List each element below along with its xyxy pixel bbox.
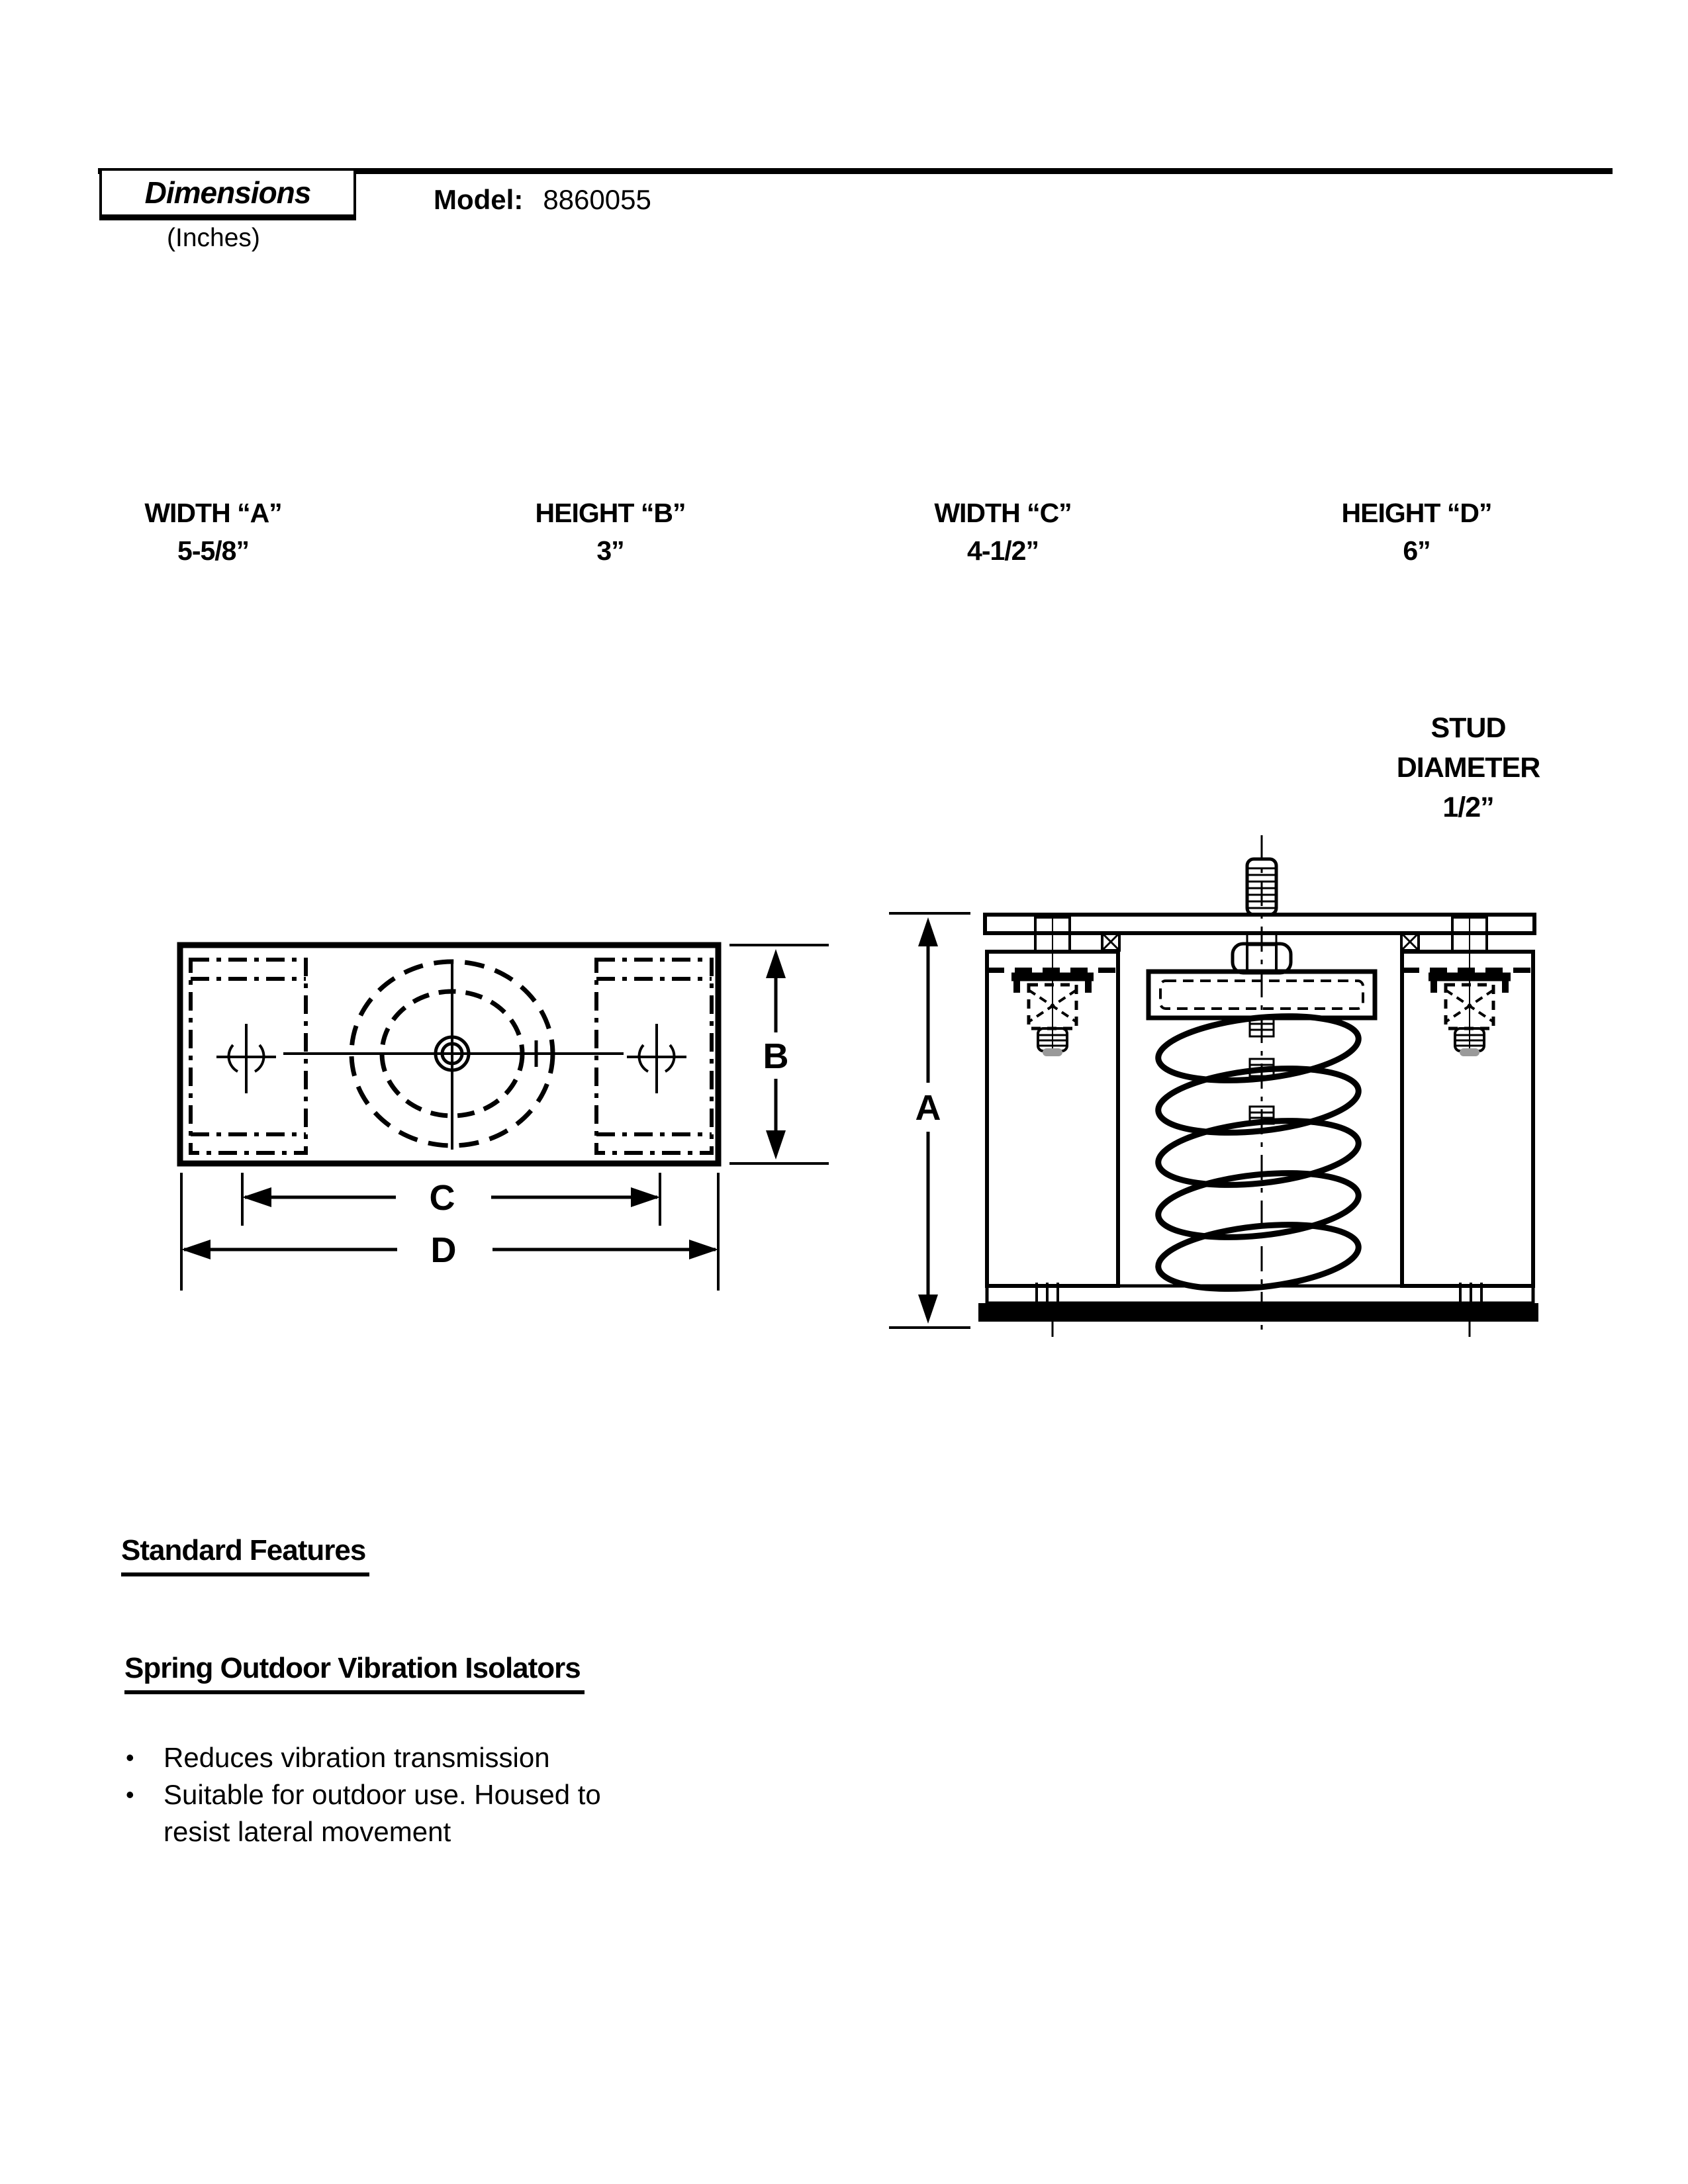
feature-item-2-text-line2: resist lateral movement [164,1816,451,1847]
spec-width-a-value: 5-5/8” [177,535,249,566]
stud-note-line3: 1/2” [1442,792,1494,823]
standard-features-heading: Standard Features [121,1534,369,1576]
dimension-c [242,1173,660,1226]
spec-height-b-value: 3” [596,535,624,566]
stud-note-line1: STUD [1430,712,1506,744]
dim-label-a: A [915,1088,941,1128]
stud-note-line2: DIAMETER [1396,752,1540,784]
features-list [126,1739,601,1850]
dim-label-c: C [429,1178,455,1218]
dim-label-d: D [430,1230,457,1270]
base-pad [978,1303,1538,1322]
left-bolt-target [216,1024,276,1093]
right-bolt-target [627,1024,686,1093]
dimension-a [889,913,970,1328]
spec-height-b-name: HEIGHT “B” [535,498,686,528]
top-view-drawing [180,945,829,1291]
subheading-wrap [124,1652,585,1694]
dimension-b [729,945,829,1163]
model-label: Model: [434,184,524,215]
bullet-icon: • [126,1781,134,1808]
bullet-icon: • [126,1744,134,1771]
spring-circle-hidden [283,961,624,1150]
spring-isolators-subheading: Spring Outdoor Vibration Isolators [124,1652,585,1694]
dim-label-b: B [763,1036,789,1076]
right-lag-bolt [1429,917,1511,1056]
model-value: 8860055 [543,184,651,215]
spec-width-c-name: WIDTH “C” [934,498,1072,528]
spec-height-d-value: 6” [1403,535,1430,566]
units-label: (Inches) [167,224,260,252]
feature-item-2 [126,1776,601,1813]
spec-width-c-value: 4-1/2” [967,535,1039,566]
spec-height-d-name: HEIGHT “D” [1341,498,1492,528]
dimensions-title: Dimensions [144,175,311,210]
standard-features-heading-wrap [121,1534,369,1576]
left-weld-symbol [1102,933,1119,950]
feature-item-1 [126,1739,601,1776]
spec-width-a-name: WIDTH “A” [144,498,282,528]
feature-item-1-text: Reduces vibration transmission [164,1742,550,1773]
side-view-drawing [889,835,1538,1337]
left-lag-bolt [1011,917,1094,1056]
spring-coils [1155,1007,1362,1297]
right-housing-wall [1402,952,1533,1286]
right-weld-symbol [1401,933,1419,950]
base-plate [978,1283,1538,1337]
feature-item-2-text-line1: Suitable for outdoor use. Housed to [164,1779,601,1810]
